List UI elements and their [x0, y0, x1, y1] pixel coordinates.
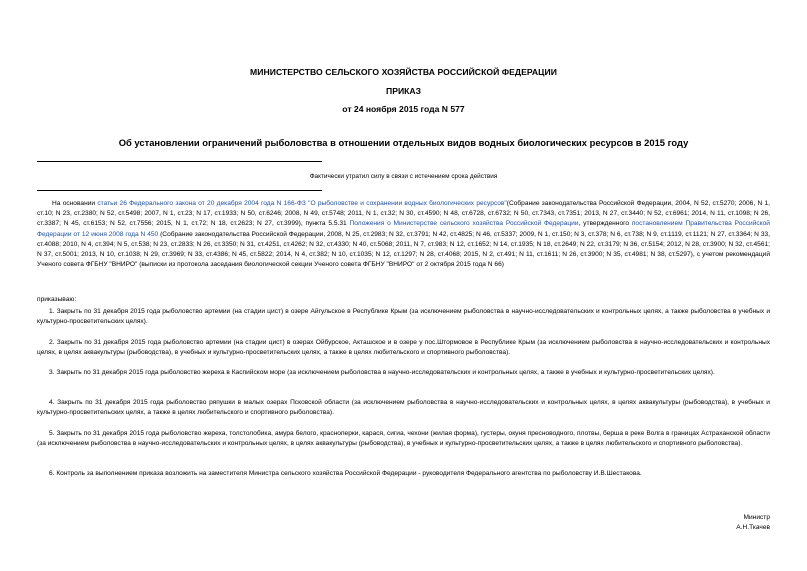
- divider-top: [37, 161, 322, 162]
- preamble-text-2: , утвержденного: [578, 220, 632, 228]
- order-item-3: [37, 368, 770, 378]
- preamble-text-3: (Собрание законодательства Российской Федерации, 2008, N 25, ст.2983; N 32, ст.3791; N 42, ст.4825; N 46, ст.5337; 2009, N 1, ст.150; N 3, ст.378; N 6, ст.738; N 9, ст.1119, ст.1121; N 27, ст.3364; N 33, ст.4088; 2010, N 4, ст.394; N 5, ст.538; N 23, ст.2833; N 26, ст.3350; N 31, ст.4251, ст.4262; N 32, ст.4330; N 40, ст.5068; 2011, N 7, ст.983; N 12, ст.1652; N 14, ст.1935; N 18, ст.2649; N 22, ст.3179; N 36, ст.5154; 2012, N 28, ст.3900; N 32, ст.4561; N 37, ст.5001; 2013, N 10, ст.1038; N 29, ст.3969; N 33, ст.4386; N 45, ст.5822; 2014, N 4, ст.382; N 10, ст.1035; N 12, ст.1297; N 28, ст.4068; 2015, N 2, ст.491; N 11, ст.1611; N 26, ст.3900; N 35, ст.4981; N 38, ст.5297), с учетом рекомендаций Ученого совета ФГБНУ "ВНИРО" (выписки из протокола заседания биологической секции Ученого совета ФГБНУ "ВНИРО" от 2 октября 2015 года N 66): [37, 230, 770, 269]
- divider-bottom: [37, 190, 322, 191]
- preamble-paragraph: [37, 199, 770, 270]
- preamble-intro: На основании: [52, 200, 98, 207]
- signatory-position: Министр: [743, 514, 770, 521]
- signatory-name: А.Н.Ткачев: [736, 524, 770, 531]
- link-federal-law-article-26[interactable]: статьи 26 Федерального закона от 20 декабря 2004 года N 166-ФЗ "О рыболовстве и сохранении водных биологических ресурсов": [97, 200, 507, 207]
- link-government-resolution-450[interactable]: постановлением Правительства Российской Федерации от 12 июня 2008 года N 450: [37, 220, 770, 238]
- order-item-2: [37, 338, 770, 358]
- document-title: Об установлении ограничений рыболовства в отношении отдельных видов водных биологических ресурсов в 2015 году: [118, 137, 689, 148]
- preamble-text-1: (Собрание законодательства Российской Федерации, 2004, N 52, ст.5270; 2006, N 1, ст.10; N 23, ст.2380; N 52, ст.5498; 2007, N 1, ст.23; N 17, ст.1933; N 50, ст.6246; 2008, N 49, ст.5748; 2011, N 1, ст.32; N 30, ст.4590; N 48, ст.6728, ст.6732; N 50, ст.7343, ст.7351; 2013, N 27, ст.3440; N 52, ст.6961; 2014, N 11, ст.1098; N 26, ст.3387; N 45, ст.6153; N 52, ст.7556; 2015, N 1, ст.72; N 18, ст.2623; N 27, ст.3999), пункта 5.5.31: [37, 200, 770, 228]
- order-item-5: [37, 429, 770, 449]
- status-note: Фактически утратил силу в связи с истечением срока действия: [309, 173, 498, 180]
- order-item-1: [37, 307, 770, 327]
- document-date-number: от 24 ноября 2015 года N 577: [342, 104, 465, 114]
- order-item-6-text: 6. Контроль за выполнением приказа возложить на заместителя Министра сельского хозяйства Российской Федерации - руководителя Федерального агентства по рыболовству И.В.Шестакова.: [49, 470, 642, 477]
- document-type: ПРИКАЗ: [386, 86, 421, 96]
- order-word: приказываю:: [37, 296, 77, 303]
- link-ministry-regulation[interactable]: Положения о Министерстве сельского хозяйства Российской Федерации: [349, 220, 579, 228]
- order-item-5-text: 5. Закрыть по 31 декабря 2015 года рыболовство жереха, толстолобика, амура белого, красноперки, карася, сигиа, чехони (жилая форма), густеры, окуня пресноводного, плотвы, берша в реке Волга в границах Астраханской области (за исключением рыболовства в научно-исследовательских и контрольных целях, в целях аквакультуры (рыбоводства), в учебных и культурно-просветительских целях, а также в целях любительского и спортивного рыболовства).: [37, 430, 770, 448]
- order-item-4-text: 4. Закрыть по 31 декабря 2015 года рыболовство ряпушки в малых озерах Псковской области (за исключением рыболовства в научно-исследовательских и контрольных целях, в целях аквакультуры (рыбоводства), в учебных и культурно-просветительских целях, а также в целях любительского и спортивного рыболовства).: [37, 399, 770, 417]
- order-item-2-text: 2. Закрыть по 31 декабря 2015 года рыболовство артемии (на стадии цист) в озерах Ойбурское, Акташское и в озере у пос.Штормовое в Республике Крым (за исключением рыболовства в научно-исследовательских и контрольных целях, в целях аквакультуры (рыбоводства), в учебных и культурно-просветительских целях, а также в целях любительского и спортивного рыболовства).: [37, 339, 770, 357]
- order-item-1-text: 1. Закрыть по 31 декабря 2015 года рыболовство артемии (на стадии цист) в озере Айгульское в Республике Крым (за исключением рыболовства в научно-исследовательских и контрольных целях, а также рыболовства в учебных и культурно-просветительских целях).: [37, 308, 770, 326]
- ministry-name: МИНИСТЕРСТВО СЕЛЬСКОГО ХОЗЯЙСТВА РОССИЙСКОЙ ФЕДЕРАЦИИ: [250, 67, 557, 77]
- order-item-4: [37, 398, 770, 418]
- order-item-3-text: 3. Закрыть по 31 декабря 2015 года рыболовство жереха в Каспийском море (за исключением рыболовства в научно-исследовательских и контрольных целях, а также в учебных и культурно-просветительских целях).: [49, 369, 715, 376]
- order-item-6: [37, 469, 770, 479]
